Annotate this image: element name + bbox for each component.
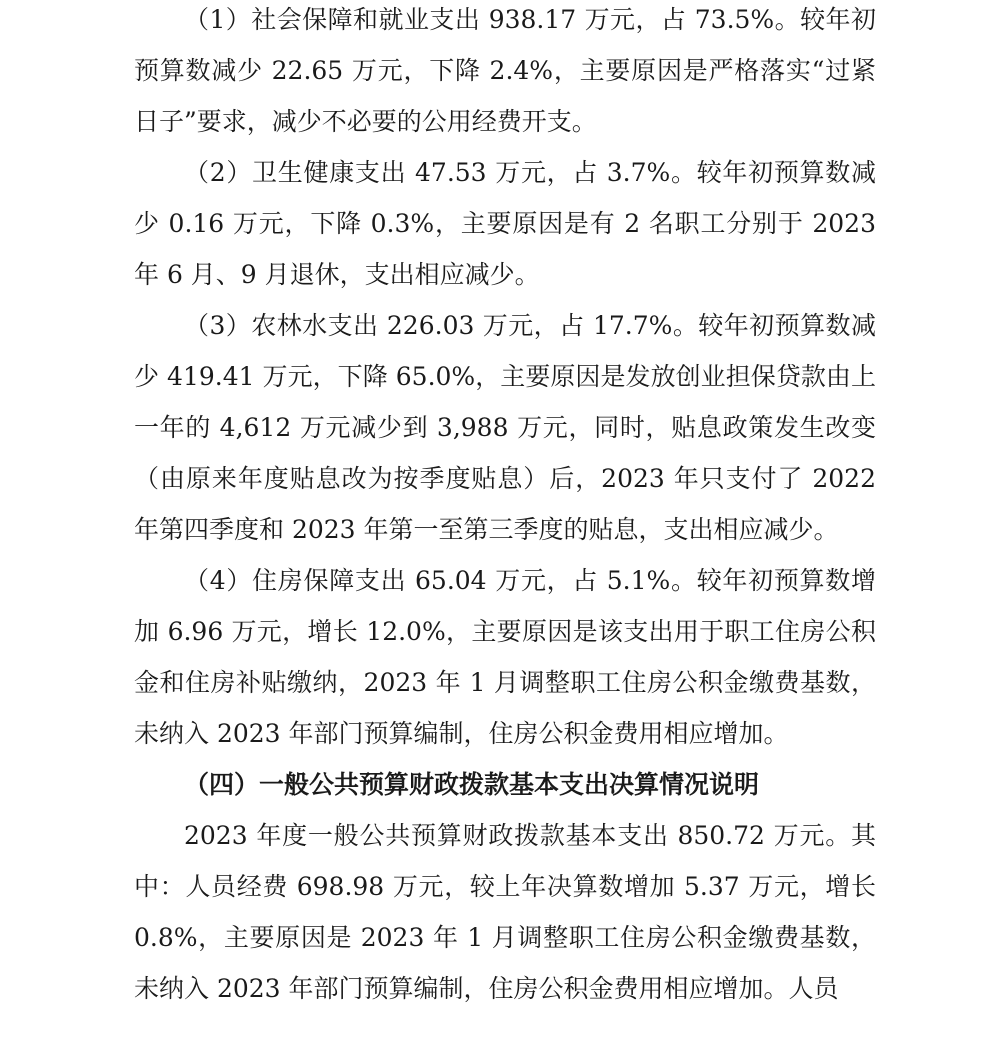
- section-heading: （四）一般公共预算财政拨款基本支出决算情况说明: [184, 770, 760, 799]
- paragraph-basic-expenditure: 2023 年度一般公共预算财政拨款基本支出 850.72 万元。其中：人员经费 698.98 万元，较上年决算数增加 5.37 万元，增长 0.8%，主要原因是 2023 年 1 月调整职工住房公积金缴费基数，未纳入 2023 年部门预算编制，住房公积金费用相应增加。人员: [134, 821, 876, 1003]
- document-page: [134, 0, 876, 1014]
- paragraph-agriculture: （3）农林水支出 226.03 万元，占 17.7%。较年初预算数减少 419.41 万元，下降 65.0%，主要原因是发放创业担保贷款由上一年的 4,612 万元减少到 3,988 万元，同时，贴息政策发生改变（由原来年度贴息改为按季度贴息）后，2023 年只支付了 2022 年第四季度和 2023 年第一至第三季度的贴息，支出相应减少。: [134, 311, 876, 544]
- paragraph-housing: （4）住房保障支出 65.04 万元，占 5.1%。较年初预算数增加 6.96 万元，增长 12.0%，主要原因是该支出用于职工住房公积金和住房补贴缴纳，2023 年 1 月调整职工住房公积金缴费基数，未纳入 2023 年部门预算编制，住房公积金费用相应增加。: [134, 566, 876, 748]
- paragraph-social-security: （1）社会保障和就业支出 938.17 万元，占 73.5%。较年初预算数减少 22.65 万元，下降 2.4%，主要原因是严格落实“过紧日子”要求，减少不必要的公用经费开支。: [134, 5, 876, 136]
- paragraph-health: （2）卫生健康支出 47.53 万元，占 3.7%。较年初预算数减少 0.16 万元，下降 0.3%，主要原因是有 2 名职工分别于 2023 年 6 月、9 月退休，支出相应减少。: [134, 158, 876, 289]
